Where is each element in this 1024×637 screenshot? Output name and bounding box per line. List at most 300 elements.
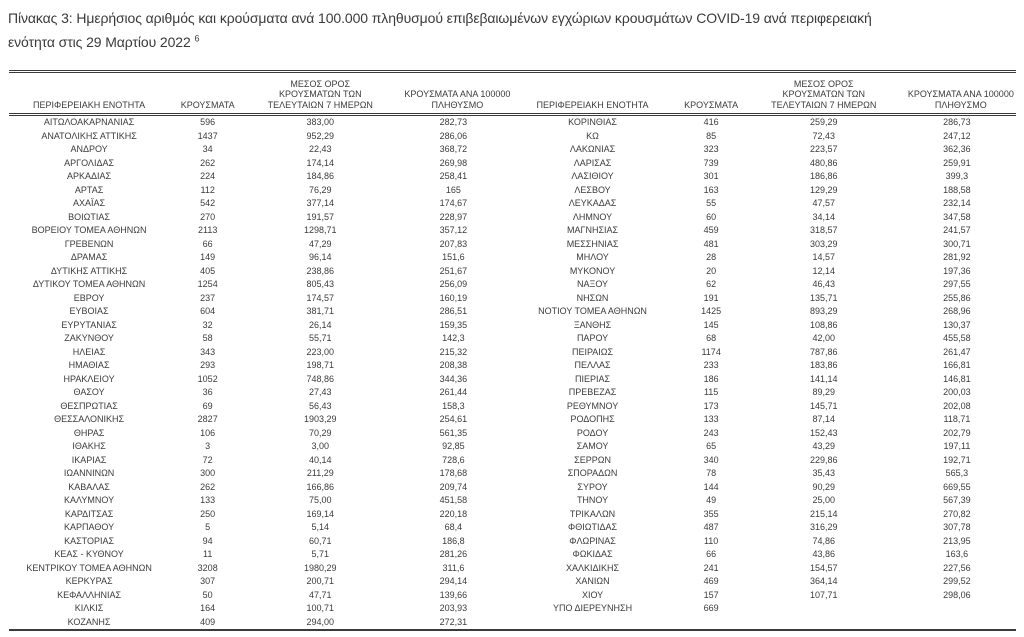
cell-per100k: 669,55	[943, 481, 971, 492]
cell-region: ΚΕΦΑΛΛΗΝΙΑΣ	[57, 589, 122, 600]
cell-region: ΠΙΕΡΙΑΣ	[575, 373, 611, 384]
cell-per100k: 209,74	[439, 481, 468, 492]
table-row	[9, 373, 1016, 387]
cell-avg7: 238,86	[306, 265, 335, 276]
cell-avg7: 952,29	[306, 130, 335, 141]
table-row	[9, 197, 1016, 211]
cell-region	[512, 616, 672, 631]
header-avg7-right: ΜΕΣΟΣ ΟΡΟΣ ΚΡΟΥΣΜΑΤΩΝ ΤΩΝ ΤΕΛΕΥΤΑΙΩΝ 7 ΗΜΕΡΩΝ	[750, 72, 898, 115]
cell-region: ΛΑΣΙΘΙΟΥ	[571, 171, 614, 181]
cell-region: ΠΑΡΟΥ	[576, 333, 609, 343]
cell-region: ΘΑΣΟΥ	[73, 387, 105, 397]
cell-per100k: 282,73	[439, 117, 468, 127]
cell-cases: 1174	[701, 346, 721, 357]
cell-region: ΖΑΚΥΝΘΟΥ	[64, 333, 114, 343]
cell-per100k: 286,51	[439, 306, 468, 316]
cell-cases: 11	[203, 549, 213, 559]
cell-per100k: 203,93	[439, 603, 468, 613]
table-row	[9, 413, 1016, 427]
table-row	[9, 184, 1016, 198]
cell-region: ΑΝΔΡΟΥ	[70, 144, 108, 154]
cell-per100k: 202,79	[943, 427, 971, 438]
cell-cases: 34	[202, 144, 213, 154]
table-body	[9, 115, 1016, 631]
cell-avg7: 141,14	[809, 373, 838, 384]
cell-region: ΔΡΑΜΑΣ	[70, 252, 108, 262]
cell-per100k: 344,36	[439, 373, 468, 384]
cell-cases: 596	[200, 117, 216, 127]
cell-per100k: 192,71	[943, 454, 971, 465]
cell-avg7: 14,57	[812, 252, 836, 262]
cell-region: ΡΕΘΥΜΝΟΥ	[566, 400, 619, 411]
header-per100k-right: ΚΡΟΥΣΜΑΤΑ ΑΝΑ 100000 ΠΛΗΘΥΣΜΟ	[898, 72, 1016, 115]
cell-cases: 405	[200, 265, 216, 276]
cell-avg7: 748,86	[306, 373, 335, 384]
cell-region: ΠΕΙΡΑΙΩΣ	[571, 346, 614, 357]
cell-per100k: 220,18	[439, 508, 468, 519]
cell-cases: 5	[205, 522, 211, 532]
cell-cases: 144	[703, 481, 719, 492]
cell-region: ΙΘΑΚΗΣ	[72, 441, 106, 451]
cell-region: ΔΥΤΙΚΟΥ ΤΟΜΕΑ ΑΘΗΝΩΝ	[32, 279, 146, 289]
cell-per100k: 158,3	[442, 400, 465, 411]
cell-per100k: 294,14	[439, 576, 468, 586]
cell-region: ΑΡΤΑΣ	[74, 184, 104, 195]
cell-region: ΚΑΡΠΑΘΟΥ	[64, 522, 115, 532]
header-avg7-left: ΜΕΣΟΣ ΟΡΟΣ ΚΡΟΥΣΜΑΤΩΝ ΤΩΝ ΤΕΛΕΥΤΑΙΩΝ 7 ΗΜΕΡΩΝ	[246, 72, 394, 115]
cell-avg7: 70,29	[309, 427, 332, 438]
table-row	[9, 589, 1016, 603]
cell-region: ΘΗΡΑΣ	[73, 427, 105, 438]
cell-per100k: 139,66	[439, 589, 468, 600]
table-row	[9, 130, 1016, 144]
table-title-footnote-ref: 6	[194, 33, 200, 44]
cell-per100k: 561,35	[439, 427, 468, 438]
cell-cases: 481	[703, 238, 719, 249]
table-row	[9, 616, 1016, 631]
cell-avg7: 184,86	[306, 171, 335, 181]
cell-per100k: 268,96	[943, 306, 971, 316]
cell-avg7: 191,57	[306, 211, 335, 222]
cell-avg7: 107,71	[809, 589, 838, 600]
cell-region: ΛΗΜΝΟΥ	[572, 211, 613, 222]
cell-avg7: 43,29	[812, 441, 836, 451]
cell-per100k: 213,95	[943, 535, 971, 546]
table-title-line2: ενότητα στις 29 Μαρτίου 2022	[8, 34, 191, 50]
table-row	[9, 454, 1016, 468]
cell-avg7: 174,14	[306, 157, 335, 168]
cell-avg7: 47,57	[812, 198, 836, 208]
cell-region: ΚΕΡΚΥΡΑΣ	[65, 576, 113, 586]
table-row	[9, 346, 1016, 360]
cell-per100k	[898, 616, 1016, 631]
cell-per100k: 208,38	[439, 360, 468, 370]
cell-avg7: 1298,71	[304, 225, 337, 235]
cell-per100k: 347,58	[943, 211, 971, 222]
cell-avg7: 805,43	[306, 279, 335, 289]
table-row	[9, 115, 1016, 130]
cell-cases: 307	[200, 576, 216, 586]
cell-region: ΞΑΝΘΗΣ	[573, 319, 612, 330]
table-row	[9, 143, 1016, 157]
cell-cases: 55	[706, 198, 717, 208]
cell-avg7: 35,43	[812, 468, 836, 478]
cell-region: ΔΥΤΙΚΗΣ ΑΤΤΙΚΗΣ	[50, 265, 128, 276]
table-row	[9, 305, 1016, 319]
cell-cases: 36	[202, 387, 213, 397]
cell-cases: 65	[706, 441, 717, 451]
cell-cases: 270	[200, 211, 216, 222]
cell-region: ΠΕΛΛΑΣ	[574, 360, 611, 370]
cell-cases: 739	[703, 157, 719, 168]
cell-per100k: 728,6	[442, 454, 465, 465]
cell-avg7: 294,00	[306, 616, 335, 627]
cell-region: ΜΑΓΝΗΣΙΑΣ	[567, 225, 619, 235]
table-row	[9, 319, 1016, 333]
cell-region: ΝΟΤΙΟΥ ΤΟΜΕΑ ΑΘΗΝΩΝ	[538, 306, 647, 316]
cell-cases: 173	[703, 400, 719, 411]
cell-per100k: 160,19	[439, 292, 468, 303]
cell-per100k: 118,71	[943, 414, 971, 424]
cell-per100k: 297,55	[943, 279, 971, 289]
cell-avg7: 135,71	[809, 292, 838, 303]
cell-region: ΣΕΡΡΩΝ	[574, 454, 611, 465]
cell-cases: 66	[706, 549, 717, 559]
cell-per100k: 399,3	[945, 171, 969, 181]
table-row	[9, 575, 1016, 589]
cell-region: ΚΟΡΙΝΘΙΑΣ	[568, 117, 617, 127]
table-row	[9, 508, 1016, 522]
table-row	[9, 224, 1016, 238]
cell-region: ΦΘΙΩΤΙΔΑΣ	[568, 522, 618, 532]
table-row	[9, 265, 1016, 279]
cell-per100k: 151,6	[442, 252, 465, 262]
cell-cases: 50	[202, 589, 213, 600]
cell-avg7: 108,86	[809, 319, 838, 330]
cell-avg7: 96,14	[309, 252, 332, 262]
cell-avg7: 75,00	[309, 495, 332, 505]
cell-cases: 301	[703, 171, 719, 181]
cell-region: ΥΠΟ ΔΙΕΡΕΥΝΗΣΗ	[553, 603, 633, 613]
cell-region: ΝΗΣΩΝ	[576, 292, 609, 303]
cell-cases: 2113	[198, 225, 218, 235]
cell-per100k: 200,03	[943, 387, 971, 397]
cell-region: ΛΕΣΒΟΥ	[574, 184, 611, 195]
cell-avg7: 12,14	[812, 265, 836, 276]
cell-region: ΒΟΙΩΤΙΑΣ	[68, 211, 110, 222]
cell-per100k: 241,57	[943, 225, 971, 235]
table-row	[9, 332, 1016, 346]
cell-per100k: 307,78	[943, 522, 971, 532]
table-row	[9, 211, 1016, 225]
cell-avg7: 89,29	[812, 387, 836, 397]
cell-avg7: 1903,29	[304, 414, 337, 424]
cell-cases: 191	[703, 292, 719, 303]
cell-per100k: 178,68	[439, 468, 468, 478]
cell-avg7: 47,71	[309, 589, 332, 600]
table-title-line1: Πίνακας 3: Ημερήσιος αριθμός και κρούσματα ανά 100.000 πληθυσμού επιβεβαιωμένων εγχώριων κρουσμάτων COVID-19 ανά περιφερειακή	[8, 10, 872, 26]
cell-region: ΑΝΑΤΟΛΙΚΗΣ ΑΤΤΙΚΗΣ	[41, 130, 137, 141]
cell-per100k: 567,39	[943, 495, 971, 505]
cell-per100k: 165	[445, 184, 461, 195]
cell-avg7: 259,29	[809, 117, 838, 127]
cell-cases: 1254	[197, 279, 218, 289]
table-row	[9, 521, 1016, 535]
cell-cases: 28	[706, 252, 717, 262]
cell-region: ΣΑΜΟΥ	[576, 441, 609, 451]
cell-region: ΚΑΒΑΛΑΣ	[68, 481, 110, 492]
cell-region: ΡΟΔΟΥ	[576, 427, 609, 438]
cell-avg7: 787,86	[809, 346, 838, 357]
cell-cases: 409	[200, 616, 216, 627]
cell-avg7: 26,14	[309, 319, 332, 330]
cell-per100k: 163,6	[945, 549, 969, 559]
cell-region: ΑΡΚΑΔΙΑΣ	[67, 171, 112, 181]
cell-cases: 343	[200, 346, 216, 357]
covid-cases-table	[9, 70, 1016, 631]
cell-per100k: 130,37	[943, 319, 971, 330]
cell-avg7: 60,71	[309, 535, 332, 546]
cell-cases: 3208	[197, 562, 218, 573]
cell-region: ΕΥΡΥΤΑΝΙΑΣ	[61, 319, 117, 330]
table-row	[9, 535, 1016, 549]
cell-avg7: 22,43	[309, 144, 332, 154]
cell-cases: 262	[200, 157, 216, 168]
table-row	[9, 602, 1016, 616]
cell-region: ΧΑΝΙΩΝ	[575, 576, 610, 586]
cell-per100k: 300,71	[943, 238, 971, 249]
cell-per100k: 362,36	[943, 144, 971, 154]
cell-region: ΧΙΟΥ	[581, 589, 604, 600]
cell-per100k: 258,41	[439, 171, 468, 181]
cell-region: ΚΟΖΑΝΗΣ	[67, 616, 111, 627]
table-row	[9, 251, 1016, 265]
header-per100k-left: ΚΡΟΥΣΜΑΤΑ ΑΝΑ 100000 ΠΛΗΘΥΣΜΟ	[394, 72, 512, 115]
cell-cases: 106	[200, 427, 216, 438]
cell-avg7: 72,43	[812, 130, 836, 141]
cell-per100k: 565,3	[945, 468, 969, 478]
table-row	[9, 292, 1016, 306]
cell-avg7: 169,14	[306, 508, 335, 519]
cell-region: ΚΑΡΔΙΤΣΑΣ	[64, 508, 114, 519]
cell-region: ΚΩ	[586, 130, 599, 141]
cell-cases: 262	[200, 481, 216, 492]
cell-region: ΚΕΝΤΡΙΚΟΥ ΤΟΜΕΑ ΑΘΗΝΩΝ	[26, 562, 152, 573]
cell-cases: 163	[703, 184, 719, 195]
cell-region: ΒΟΡΕΙΟΥ ΤΟΜΕΑ ΑΘΗΝΩΝ	[31, 225, 147, 235]
cell-per100k: 281,26	[439, 549, 468, 559]
cell-cases: 237	[200, 292, 216, 303]
cell-cases: 1052	[197, 373, 218, 384]
cell-avg7: 303,29	[809, 238, 838, 249]
cell-per100k: 197,36	[943, 265, 971, 276]
cell-region: ΙΩΑΝΝΙΝΩΝ	[63, 468, 115, 478]
cell-cases: 94	[202, 535, 213, 546]
table-row	[9, 548, 1016, 562]
cell-per100k: 455,58	[943, 333, 971, 343]
cell-per100k: 166,81	[943, 360, 971, 370]
cell-avg7: 74,86	[812, 535, 836, 546]
cell-region: ΑΧΑΪΑΣ	[73, 198, 106, 208]
table-row	[9, 278, 1016, 292]
cell-cases: 250	[200, 508, 216, 519]
cell-per100k: 159,35	[439, 319, 468, 330]
cell-avg7: 42,00	[812, 333, 836, 343]
cell-per100k: 299,52	[943, 576, 971, 586]
cell-cases: 85	[706, 130, 717, 141]
cell-cases: 542	[200, 198, 216, 208]
cell-cases: 145	[703, 319, 719, 330]
cell-avg7: 25,00	[812, 495, 836, 505]
cell-cases: 469	[703, 576, 719, 586]
cell-region: ΙΚΑΡΙΑΣ	[71, 454, 107, 465]
cell-avg7: 46,43	[812, 279, 836, 289]
cell-per100k: 298,06	[943, 589, 971, 600]
cell-cases: 323	[703, 144, 719, 154]
cell-region: ΕΒΡΟΥ	[73, 292, 105, 303]
cell-per100k: 255,86	[943, 292, 971, 303]
cell-per100k: 259,91	[943, 157, 971, 168]
cell-cases: 416	[703, 117, 719, 127]
cell-avg7: 166,86	[306, 481, 335, 492]
cell-cases: 58	[202, 333, 213, 343]
cell-avg7: 34,14	[812, 211, 836, 222]
cell-avg7: 183,86	[809, 360, 838, 370]
cell-avg7: 223,57	[809, 144, 838, 154]
table-header	[9, 72, 1016, 115]
cell-cases: 112	[200, 184, 215, 195]
cell-per100k: 232,14	[943, 198, 971, 208]
cell-cases: 32	[202, 319, 213, 330]
cell-cases: 1437	[197, 130, 218, 141]
cell-avg7: 383,00	[306, 117, 335, 127]
cell-avg7: 211,29	[306, 468, 334, 478]
cell-region: ΘΕΣΣΑΛΟΝΙΚΗΣ	[54, 414, 125, 424]
cell-region: ΣΥΡΟΥ	[577, 481, 608, 492]
cell-region: ΛΕΥΚΑΔΑΣ	[568, 198, 617, 208]
cell-per100k: 286,06	[439, 130, 468, 141]
cell-avg7: 3,00	[311, 441, 330, 451]
cell-avg7	[750, 602, 898, 616]
cell-region: ΛΑΡΙΣΑΣ	[573, 157, 612, 168]
cell-cases: 164	[200, 603, 216, 613]
cell-avg7: 893,29	[809, 306, 838, 316]
cell-region: ΜΥΚΟΝΟΥ	[569, 265, 616, 276]
cell-cases: 233	[703, 360, 719, 370]
cell-cases: 149	[200, 252, 216, 262]
cell-region: ΦΛΩΡΙΝΑΣ	[569, 535, 616, 546]
table-row	[9, 440, 1016, 454]
header-cases-right: ΚΡΟΥΣΜΑΤΑ	[673, 72, 750, 115]
cell-avg7: 145,71	[809, 400, 838, 411]
cell-avg7: 87,14	[812, 414, 836, 424]
cell-cases: 1425	[701, 306, 722, 316]
cell-region: ΜΕΣΣΗΝΙΑΣ	[566, 238, 619, 249]
cell-avg7: 100,71	[306, 603, 335, 613]
cell-avg7: 364,14	[809, 576, 838, 586]
cell-region: ΑΙΤΩΛΟΑΚΑΡΝΑΝΙΑΣ	[43, 117, 135, 127]
cell-per100k: 261,44	[439, 387, 468, 397]
cell-region: ΡΟΔΟΠΗΣ	[570, 414, 615, 424]
table-row	[9, 400, 1016, 414]
cell-avg7: 27,43	[309, 387, 332, 397]
cell-cases: 62	[706, 279, 717, 289]
table-row	[9, 481, 1016, 495]
cell-per100k: 286,73	[943, 117, 971, 127]
cell-region: ΚΙΛΚΙΣ	[74, 603, 104, 613]
cell-region: ΛΑΚΩΝΙΑΣ	[569, 144, 616, 154]
cell-avg7: 215,14	[809, 508, 838, 519]
table-row	[9, 467, 1016, 481]
cell-avg7: 316,29	[809, 522, 838, 532]
cell-avg7	[750, 616, 898, 631]
cell-avg7: 318,57	[809, 225, 838, 235]
cell-per100k: 146,81	[943, 373, 971, 384]
cell-region: ΝΑΞΟΥ	[577, 279, 609, 289]
table-row	[9, 562, 1016, 576]
table-row	[9, 494, 1016, 508]
cell-avg7: 43,86	[812, 549, 836, 559]
cell-cases: 243	[703, 427, 719, 438]
cell-region: ΣΠΟΡΑΔΩΝ	[567, 468, 618, 478]
cell-avg7: 229,86	[809, 454, 838, 465]
cell-cases: 186	[703, 373, 719, 384]
cell-avg7: 223,00	[306, 346, 335, 357]
cell-avg7: 76,29	[309, 184, 332, 195]
cell-per100k	[898, 602, 1016, 616]
cell-region: ΤΗΝΟΥ	[576, 495, 609, 505]
cell-avg7: 174,57	[306, 292, 335, 303]
cell-avg7: 198,71	[306, 360, 335, 370]
cell-per100k: 311,6	[442, 562, 465, 573]
cell-per100k: 174,67	[439, 198, 468, 208]
table-row	[9, 170, 1016, 184]
cell-region: ΚΑΛΥΜΝΟΥ	[64, 495, 115, 505]
cell-cases: 224	[200, 171, 216, 181]
cell-region: ΗΡΑΚΛΕΙΟΥ	[63, 373, 115, 384]
table-row	[9, 359, 1016, 373]
cell-region: ΓΡΕΒΕΝΩΝ	[64, 238, 114, 249]
table-row	[9, 386, 1016, 400]
cell-cases: 669	[703, 603, 719, 613]
cell-avg7: 152,43	[809, 427, 838, 438]
cell-per100k: 207,83	[439, 238, 468, 249]
cell-region: ΗΜΑΘΙΑΣ	[68, 360, 110, 370]
cell-cases	[673, 616, 750, 631]
cell-cases: 68	[706, 333, 717, 343]
cell-cases: 72	[202, 454, 213, 465]
cell-avg7: 200,71	[306, 576, 335, 586]
cell-per100k: 261,47	[943, 346, 971, 357]
cell-region: ΤΡΙΚΑΛΩΝ	[569, 508, 616, 519]
cell-cases: 157	[703, 589, 719, 600]
cell-cases: 355	[703, 508, 719, 519]
cell-avg7: 56,43	[309, 400, 332, 411]
cell-cases: 115	[703, 387, 719, 397]
cell-region: ΠΡΕΒΕΖΑΣ	[568, 387, 617, 397]
cell-cases: 60	[706, 211, 717, 222]
cell-cases: 340	[703, 454, 719, 465]
cell-per100k: 270,82	[943, 508, 971, 519]
cell-region: ΕΥΒΟΙΑΣ	[69, 306, 109, 316]
cell-region: ΑΡΓΟΛΙΔΑΣ	[64, 157, 115, 168]
cell-avg7: 5,14	[311, 522, 330, 532]
cell-region: ΧΑΛΚΙΔΙΚΗΣ	[565, 562, 620, 573]
cell-per100k: 451,58	[439, 495, 468, 505]
cell-region: ΘΕΣΠΡΩΤΙΑΣ	[60, 400, 118, 411]
cell-avg7: 480,86	[809, 157, 838, 168]
cell-avg7: 186,86	[809, 171, 838, 181]
